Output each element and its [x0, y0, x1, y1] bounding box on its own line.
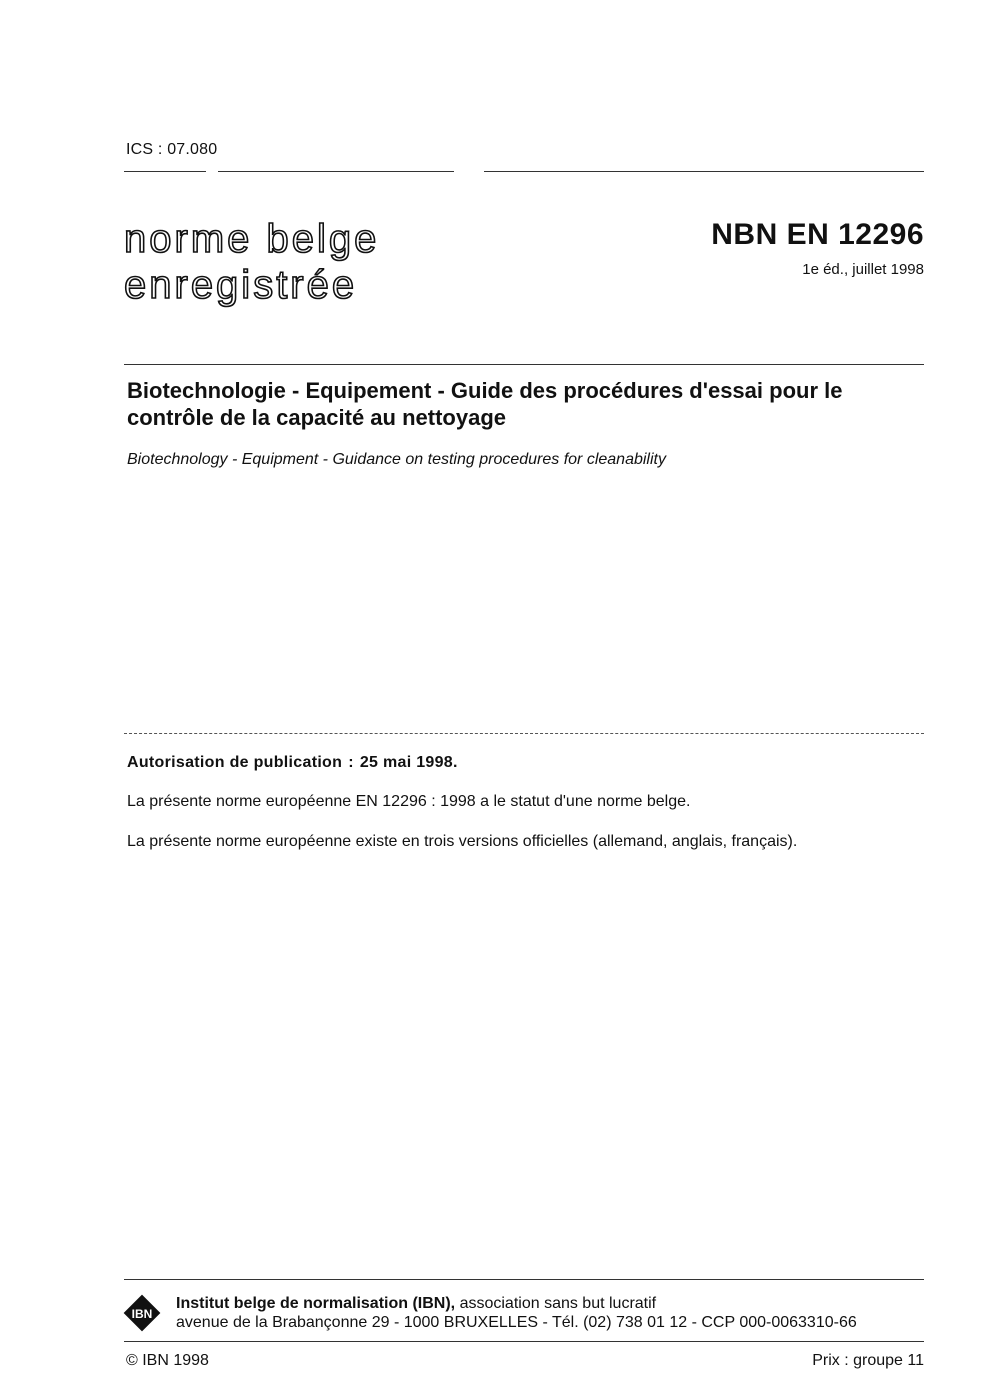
title-english: Biotechnology - Equipment - Guidance on testing procedures for cleanability — [127, 451, 666, 468]
copyright: © IBN 1998 — [126, 1352, 209, 1369]
top-rule-left — [124, 171, 206, 172]
standard-number: NBN EN 12296 — [711, 218, 924, 251]
label-norme-belge: norme belge — [124, 217, 380, 261]
publication-separator: : — [348, 754, 354, 771]
publication-date: 25 mai 1998. — [359, 754, 458, 771]
title-rule — [124, 364, 924, 365]
versions-paragraph: La présente norme européenne existe en trois versions officielles (allemand, anglais, français). — [127, 833, 798, 850]
footer-address: avenue de la Brabançonne 29 - 1000 BRUXELLES - Tél. (02) 738 01 12 - CCP 000-0063310-66 — [176, 1314, 857, 1331]
top-rule-middle — [218, 171, 454, 172]
middle-rule — [124, 733, 924, 734]
ibn-logo-text: IBN — [131, 1307, 153, 1321]
price-group: Prix : groupe 11 — [812, 1352, 924, 1369]
footer-rule-bottom — [124, 1341, 924, 1342]
title-french: Biotechnologie - Equipement - Guide des procédures d'essai pour le contrôle de la capacité au nettoyage — [127, 378, 843, 430]
institute-description: association sans but lucratif — [455, 1295, 657, 1312]
footer-institute — [176, 1295, 656, 1313]
edition-date: 1e éd., juillet 1998 — [802, 261, 924, 278]
publication-authorization — [127, 754, 458, 772]
status-paragraph: La présente norme européenne EN 12296 : 1998 a le statut d'une norme belge. — [127, 793, 691, 810]
institute-name: Institut belge de normalisation (IBN), — [176, 1295, 456, 1312]
ics-code: ICS : 07.080 — [126, 141, 218, 158]
label-enregistree: enregistrée — [124, 263, 358, 307]
publication-label: Autorisation de publication — [127, 754, 343, 771]
ibn-logo-icon — [122, 1293, 162, 1333]
footer-rule-top — [124, 1279, 924, 1280]
top-rule-right — [484, 171, 924, 172]
